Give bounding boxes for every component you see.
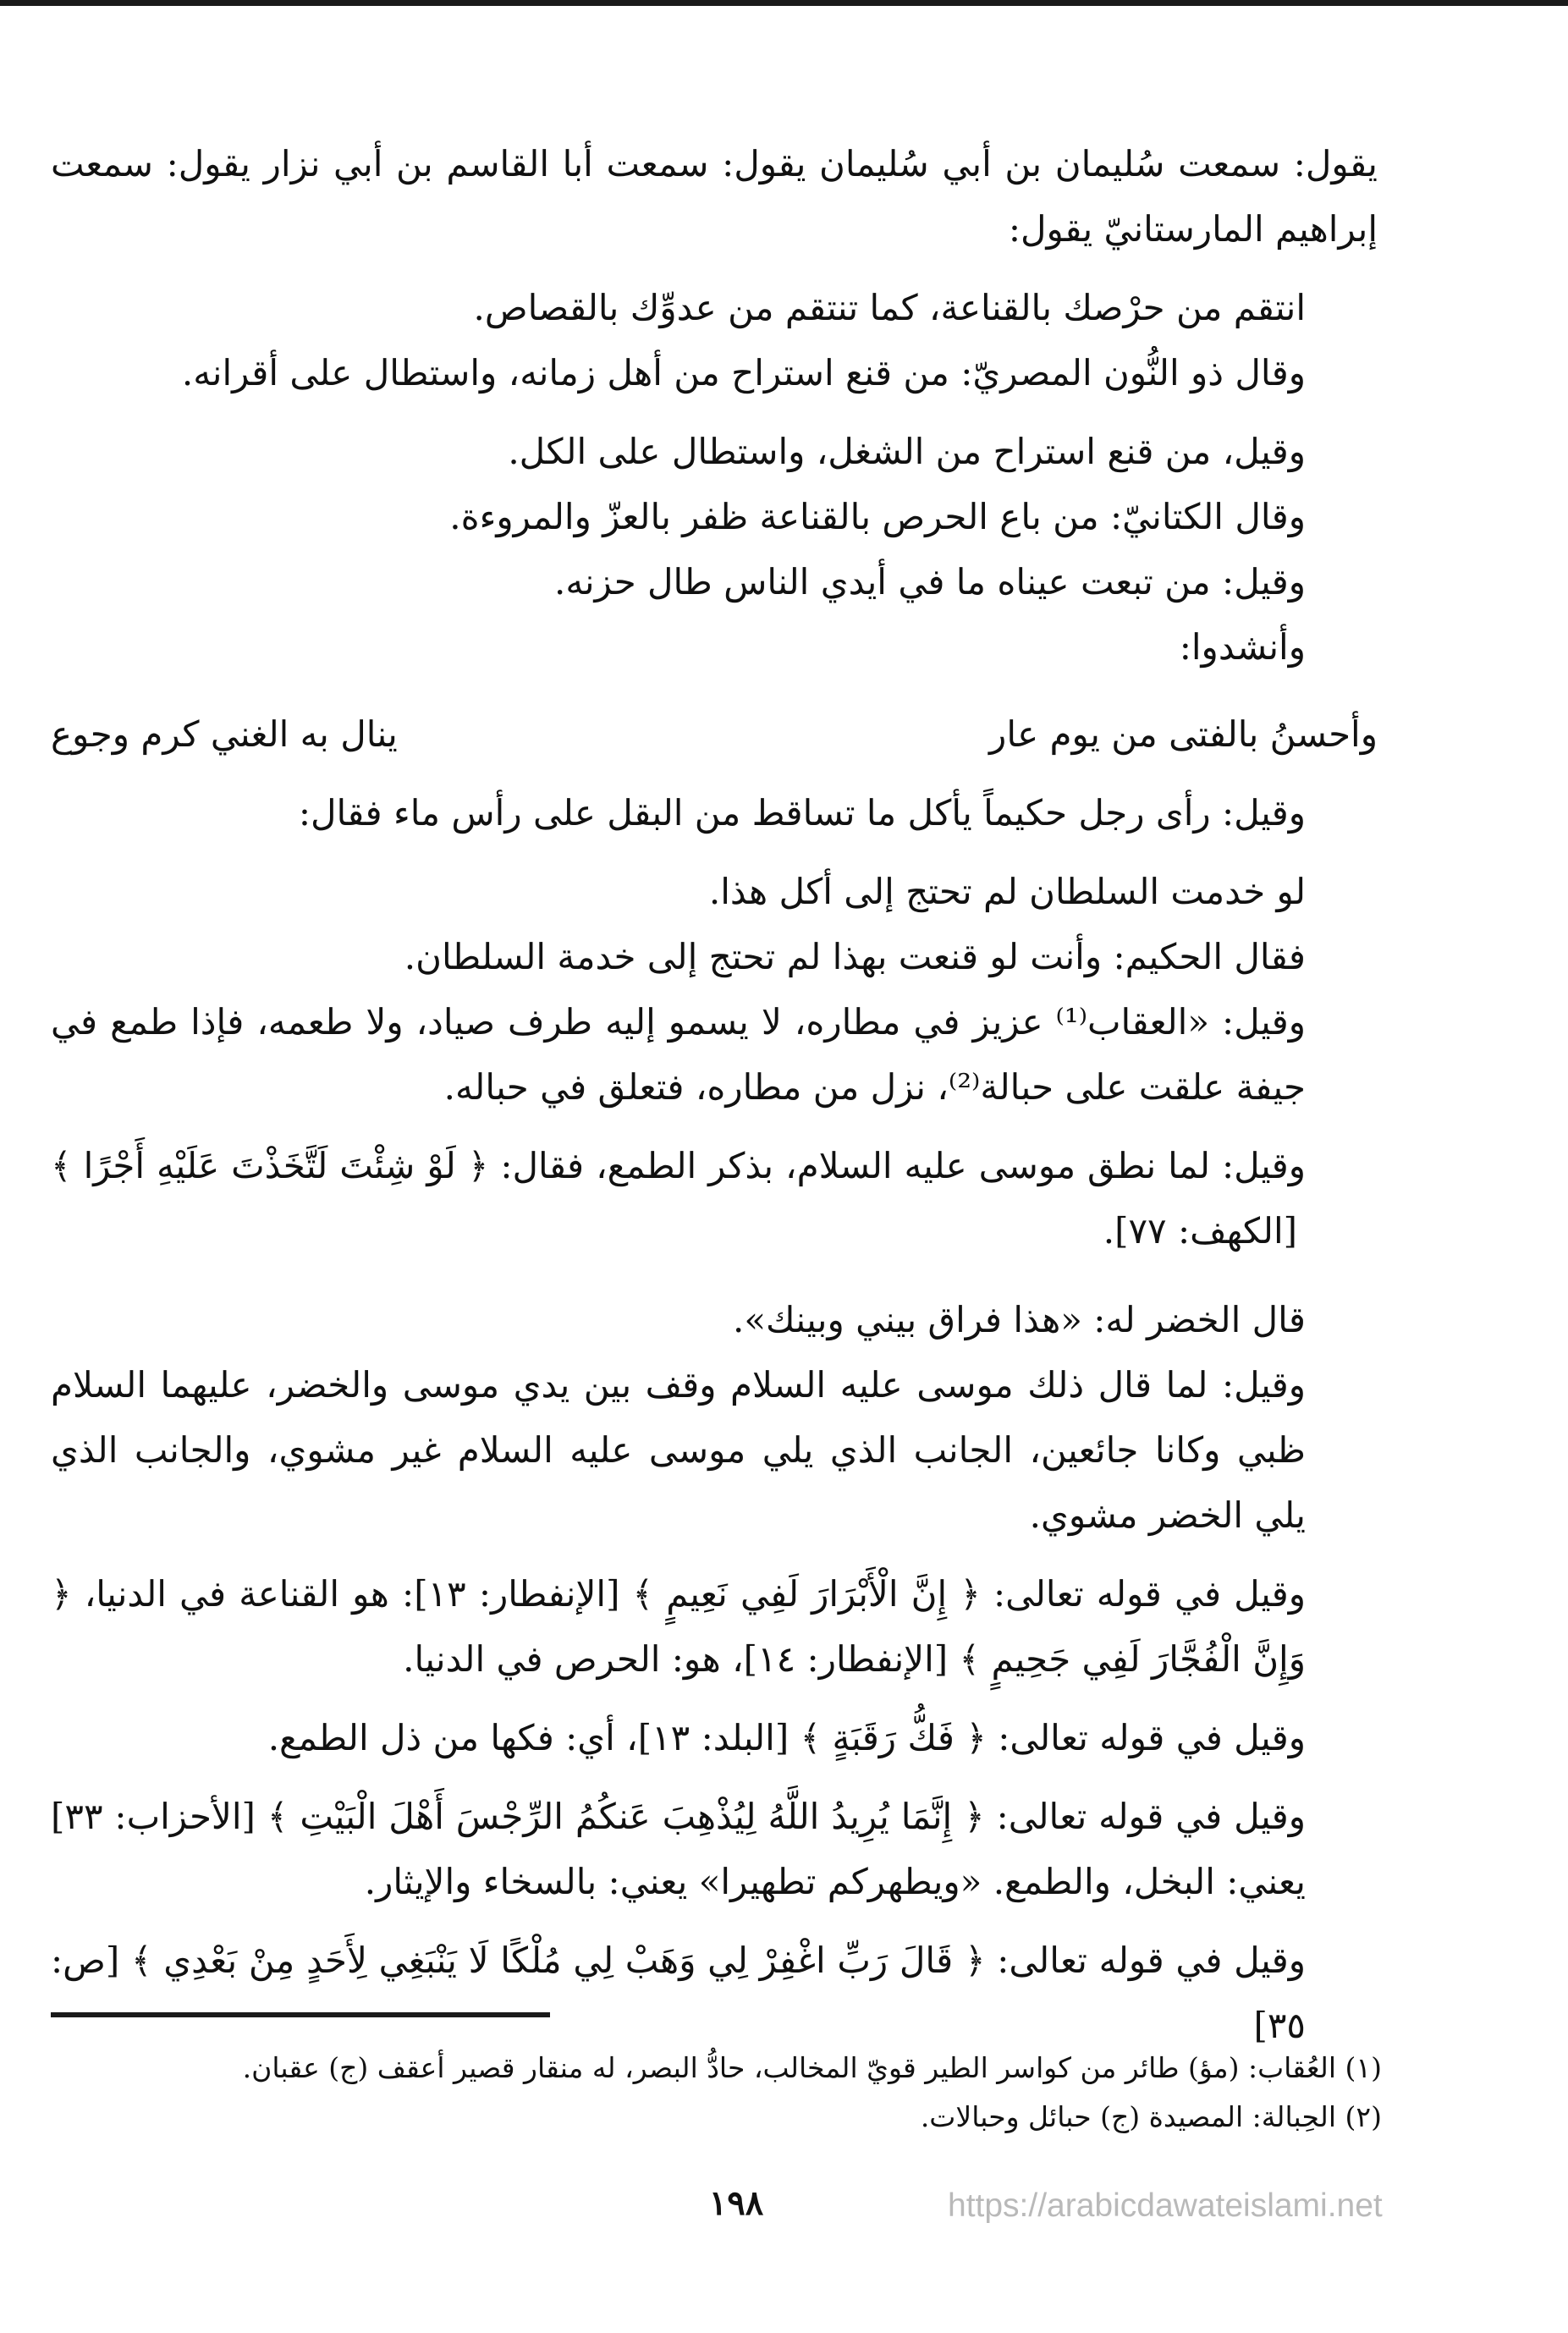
footnotes (85, 2044, 1382, 2142)
paragraph-sulayman: وقيل في قوله تعالى: ﴿ قَالَ رَبِّ اغْفِرْ لِي وَهَبْ لِي مُلْكًا لَا يَنْبَغِي لِأَحَدٍ مِنْ بَعْدِي ﴾ [ص: ٣٥] (51, 1940, 1306, 2046)
paragraph-eyes: وقيل: من تبعت عيناه ما في أيدي الناس طال حزنه. (554, 561, 1306, 603)
footnote-2: (٢) الحِبالة: المصيدة (ج) حبائل وحبالات. (920, 2100, 1382, 2133)
quran-passage-text: وقيل: لما نطق موسى عليه السلام، بذكر الطمع، فقال: ﴿ لَوْ شِئْتَ لَتَّخَذْتَ عَلَيْهِ أَجْرًا ﴾ (51, 1145, 1306, 1186)
paragraph-isnad: يقول: سمعت سُليمان بن أبي سُليمان يقول: سمعت أبا القاسم بن أبي نزار يقول: سمعت إبراهيم المارستانيّ يقول: (51, 143, 1378, 250)
footnote-divider (51, 2012, 550, 2017)
paragraph-gazelle: وقيل: لما قال ذلك موسى عليه السلام وقف بين يدي موسى والخضر، عليهما السلام ظبي وكانا جائعين، الجانب الذي يلي موسى عليه السلام غير مشوي، والجانب الذي يلي الخضر مشوي. (51, 1364, 1306, 1536)
paragraph-khidr-saying: قال الخضر له: «هذا فراق بيني وبينك». (732, 1299, 1306, 1340)
paragraph-dhu-al-nun: وقال ذو النُّون المصريّ: من قنع استراح من أهل زمانه، واستطال على أقرانه. (181, 352, 1306, 393)
watermark-url: https://arabicdawateislami.net (948, 2187, 1383, 2224)
paragraph-eagle: وقيل: «العقاب⁽¹⁾ عزيز في مطاره، لا يسمو إليه طرف صياد، ولا طعمه، فإذا طمع في جيفة علقت على حبالة⁽²⁾، نزل من مطاره، فتعلق في حباله. (51, 1001, 1306, 1108)
quran-reference: [الكهف: ٧٧]. (1103, 1210, 1297, 1252)
verse-second-hemistich: ينال به الغني كرم وجوع (51, 713, 398, 755)
paragraph-rijs: وقيل في قوله تعالى: ﴿ إِنَّمَا يُرِيدُ اللَّهُ لِيُذْهِبَ عَنكُمُ الرِّجْسَ أَهْلَ الْبَيْتِ ﴾ [الأحزاب: ٣٣] يعني: البخل، والطمع. «ويطهركم تطهيرا» يعني: بالسخاء والإيثار. (51, 1796, 1307, 1902)
paragraph-qila-shughl: وقيل، من قنع استراح من الشغل، واستطال على الكل. (508, 431, 1306, 472)
top-border-rule (0, 0, 1568, 6)
footnote-1: (١) العُقاب: (مؤ) طائر من كواسر الطير قويّ المخالب، حادُّ البصر، له منقار قصير أعقف (ج) عقبان. (242, 2051, 1382, 2084)
paragraph-abrar: وقيل في قوله تعالى: ﴿ إِنَّ الْأَبْرَارَ لَفِي نَعِيمٍ ﴾ [الإنفطار: ١٣]: هو القناعة في الدنيا، ﴿ وَإِنَّ الْفُجَّارَ لَفِي جَحِيمٍ ﴾ [الإنفطار: ١٤]، هو: الحرص في الدنيا. (51, 1573, 1306, 1680)
paragraph-musa-quran (51, 1133, 1378, 1263)
paragraph-qanaa-saying: انتقم من حرْصك بالقناعة، كما تنتقم من عدوِّك بالقصاص. (473, 287, 1306, 328)
page-number: ١٩٨ (708, 2183, 764, 2223)
paragraph-sultan-service: لو خدمت السلطان لم تحتج إلى أكل هذا. (708, 871, 1306, 912)
paragraph-hakim-reply: فقال الحكيم: وأنت لو قنعت بهذا لم تحتج إلى خدمة السلطان. (404, 936, 1306, 977)
paragraph-kattani: وقال الكتانيّ: من باع الحرص بالقناعة ظفر بالعزّ والمروءة. (449, 496, 1306, 537)
poetry-verse (51, 702, 1378, 767)
main-text (51, 131, 1378, 2058)
paragraph-anshadu: وأنشدوا: (1179, 626, 1306, 668)
verse-first-hemistich: وأحسنُ بالفتى من يوم عار (989, 713, 1378, 755)
paragraph-hakim-story: وقيل: رأى رجل حكيماً يأكل ما تساقط من البقل على رأس ماء فقال: (298, 792, 1306, 834)
paragraph-fakk-raqaba: وقيل في قوله تعالى: ﴿ فَكُّ رَقَبَةٍ ﴾ [البلد: ١٣]، أي: فكها من ذل الطمع. (267, 1717, 1306, 1758)
